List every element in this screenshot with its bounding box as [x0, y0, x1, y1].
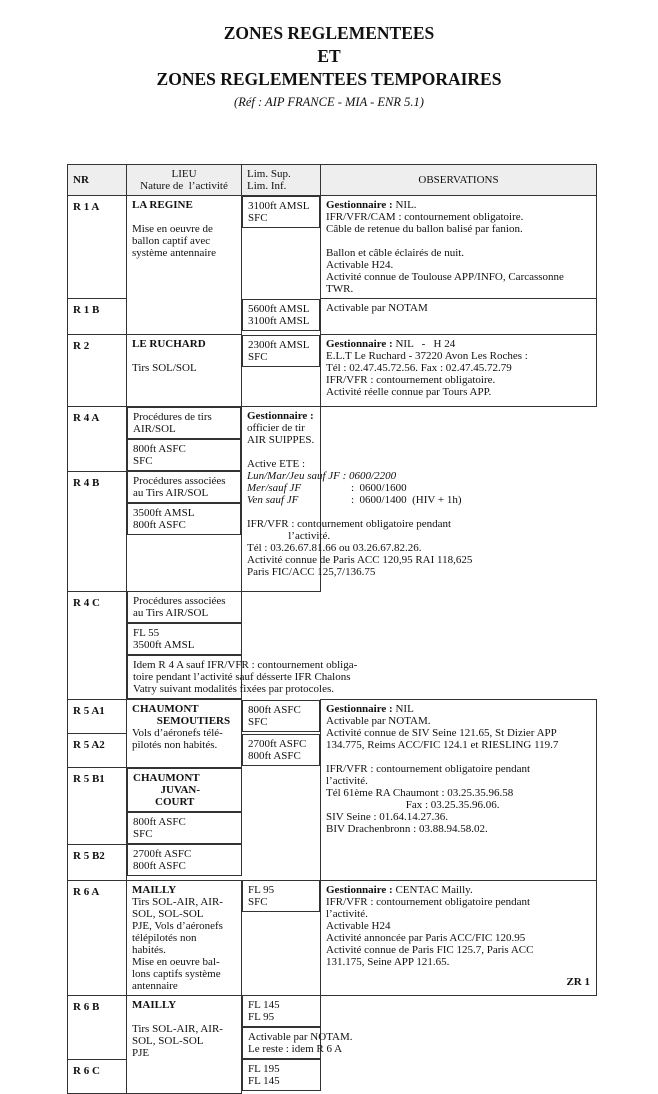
table-row [68, 700, 597, 734]
place-name: MAILLY [132, 998, 177, 1011]
observations-cell [321, 700, 597, 881]
observations-text: IFR/VFR/CAM : contournement obligatoire. Câble de retenue du ballon balisé par fanion. [326, 211, 524, 235]
place-name: LA REGINE [132, 199, 193, 211]
place-cell [127, 196, 242, 335]
manager-label: Gestionnaire : [247, 410, 314, 422]
row-id: R 4 C [68, 591, 127, 700]
manager-value: NIL [392, 703, 414, 715]
manager-value: NIL - H 24 [392, 338, 456, 350]
manager-value: CENTAC Mailly. [392, 883, 473, 896]
place-name: LE RUCHARD [132, 338, 206, 350]
table-row [68, 591, 597, 700]
reference-subtitle: (Réf : AIP FRANCE - MIA - ENR 5.1) [234, 95, 424, 109]
title-line-3: ZONES REGLEMENTEES TEMPORAIRES [156, 69, 502, 89]
place-cell [127, 700, 242, 768]
limits-cell: FL 95 SFC [242, 880, 320, 912]
row-id: R 4 A [68, 407, 127, 472]
schedule-3-time: : 0600/1400 (HIV + 1h) [351, 494, 462, 506]
zones-table [67, 164, 597, 1094]
header-lim-inf: Lim. Inf. [247, 180, 287, 192]
header-limits [242, 165, 321, 196]
limits-cell: FL 145 FL 95 [242, 995, 321, 1027]
row-id: R 1 A [68, 196, 127, 299]
row-id: R 6 B [68, 995, 127, 1059]
observations-text: IFR/VFR : contournement obligatoire pendant l’activité. Tél : 03.26.67.81.66 ou 03.26.67.82.26. Activité connue de Paris ACC 120,95 RAI 118,625 Paris FIC/ACC 125,7/136.75 [247, 518, 473, 578]
observations-text: Activable par NOTAM. Activité connue de SIV Seine 121.65, St Dizier APP 134.775, Reims ACC/FIC 124.1 et RIESLING 119.7 [326, 715, 559, 751]
activity-text: Tirs SOL-AIR, AIR- SOL, SOL-SOL PJE [132, 1022, 223, 1059]
table-row [68, 407, 597, 472]
row-id: R 6 A [68, 880, 127, 995]
limits-cell: 2300ft AMSL SFC [242, 335, 320, 367]
limits-cell: 800ft ASFC SFC [127, 439, 241, 471]
row-id: R 6 C [68, 1059, 127, 1093]
activity-text: Procédures associées au Tirs AIR/SOL [127, 471, 241, 503]
observations-cell: Idem R 4 A sauf IFR/VFR : contournement obliga- toire pendant l’activité sauf désserte IFR Chalons Vatry suivant modalités fixées par protocoles. [127, 655, 242, 699]
observations-cell: Activable par NOTAM. Le reste : idem R 6 A [242, 1027, 321, 1059]
place-cell [127, 335, 242, 407]
observations-text: IFR/VFR : contournement obligatoire pendant l’activité. Activable H24 Activité annoncée par Paris ACC/FIC 120.95 Activité connue de Paris FIC 125.7, Paris ACC 131.175, Seine APP 121.65. [326, 895, 534, 968]
observations-text-2: IFR/VFR : contournement obligatoire pendant l’activité. Tél 61ème RA Chaumont : 03.25.35.96.58 Fax : 03.25.35.96.06. SIV Seine : 01.64.14.27.36. BIV Drachenbronn : 03.88.94.58.02. [326, 763, 531, 835]
header-lieu-2: Nature de l’activité [140, 180, 228, 192]
limits-cell: 3500ft AMSL 800ft ASFC [127, 503, 241, 535]
activity-text: Tirs SOL-AIR, AIR- SOL, SOL-SOL PJE, Vols d’aéronefs télépilotés non habités. Mise en oeuvre bal- lons captifs système antennaire [132, 895, 223, 992]
manager-value: officier de tir AIR SUIPPES. [247, 422, 315, 446]
schedule-2-days: Mer/sauf JF [247, 482, 302, 494]
observations-cell [242, 407, 473, 592]
limits-cell: 800ft ASFC SFC [242, 700, 320, 732]
activity-text: Vols d’aéronefs télé- pilotés non habités. [132, 727, 223, 751]
table-row [68, 196, 597, 299]
activity-text: Tirs SOL/SOL [132, 362, 197, 374]
page-number: ZR 1 [566, 976, 590, 988]
table-row [68, 880, 597, 995]
table-header-row [68, 165, 597, 196]
header-lieu [127, 165, 242, 196]
header-observations: OBSERVATIONS [321, 165, 597, 196]
limits-cell: 2700ft ASFC 800ft ASFC [127, 844, 242, 876]
manager-value: NIL. [392, 199, 417, 211]
schedule-3-days: Ven sauf JF [247, 494, 299, 506]
limits-cell: 5600ft AMSL 3100ft AMSL [242, 299, 320, 331]
observations-cell [321, 335, 597, 407]
place-name: CHAUMONT JUVAN- COURT [127, 768, 242, 812]
limits-cell: FL 55 3500ft AMSL [127, 623, 242, 655]
place-name: CHAUMONT SEMOUTIERS [132, 703, 231, 727]
row-id: R 4 B [68, 471, 127, 591]
active-label: Active ETE : [247, 458, 306, 470]
observations-text-2: Ballon et câble éclairés de nuit. Activable H24. Activité connue de Toulouse APP/INFO, Carcassonne TWR. [326, 247, 564, 295]
row-id: R 5 A2 [68, 734, 127, 768]
activity-text: Procédures de tirs AIR/SOL [127, 407, 241, 439]
place-cell [127, 880, 242, 995]
table-row [68, 995, 597, 1059]
header-lim-sup: Lim. Sup. [247, 168, 291, 180]
observations-cell: Activable par NOTAM [321, 299, 597, 335]
limits-cell: FL 195 FL 145 [242, 1059, 321, 1091]
table-row [68, 335, 597, 407]
place-cell [127, 995, 242, 1093]
schedule-1: Lun/Mar/Jeu sauf JF : 0600/2200 [247, 470, 397, 482]
place-name: MAILLY [132, 883, 177, 896]
row-id: R 1 B [68, 299, 127, 335]
manager-label: Gestionnaire : [326, 199, 393, 211]
row-id: R 5 A1 [68, 700, 127, 734]
observations-cell [321, 196, 597, 299]
limits-cell: 800ft ASFC SFC [127, 812, 242, 844]
title-line-1: ZONES REGLEMENTEES [223, 23, 435, 43]
schedule-2-time: : 0600/1600 [351, 482, 407, 494]
limits-cell: 2700ft ASFC 800ft ASFC [242, 734, 320, 766]
row-id: R 5 B1 [68, 768, 127, 845]
observations-cell [321, 880, 597, 995]
row-id: R 2 [68, 335, 127, 407]
title-line-2: ET [317, 46, 341, 66]
manager-label: Gestionnaire : [326, 338, 393, 350]
activity-text: Mise en oeuvre de ballon captif avec système antennaire [132, 223, 216, 259]
row-id: R 5 B2 [68, 844, 127, 880]
header-nr: NR [68, 165, 127, 196]
header-lieu-1: LIEU [171, 168, 197, 180]
observations-text: E.L.T Le Ruchard - 37220 Avon Les Roches : Tél : 02.47.45.72.56. Fax : 02.47.45.72.79 IFR/VFR : contournement obligatoire. Activité réelle connue par Tours APP. [326, 350, 528, 398]
limits-cell: 3100ft AMSL SFC [242, 196, 320, 228]
manager-label: Gestionnaire : [326, 883, 393, 896]
manager-label: Gestionnaire : [326, 703, 393, 715]
activity-text: Procédures associées au Tirs AIR/SOL [127, 591, 242, 623]
